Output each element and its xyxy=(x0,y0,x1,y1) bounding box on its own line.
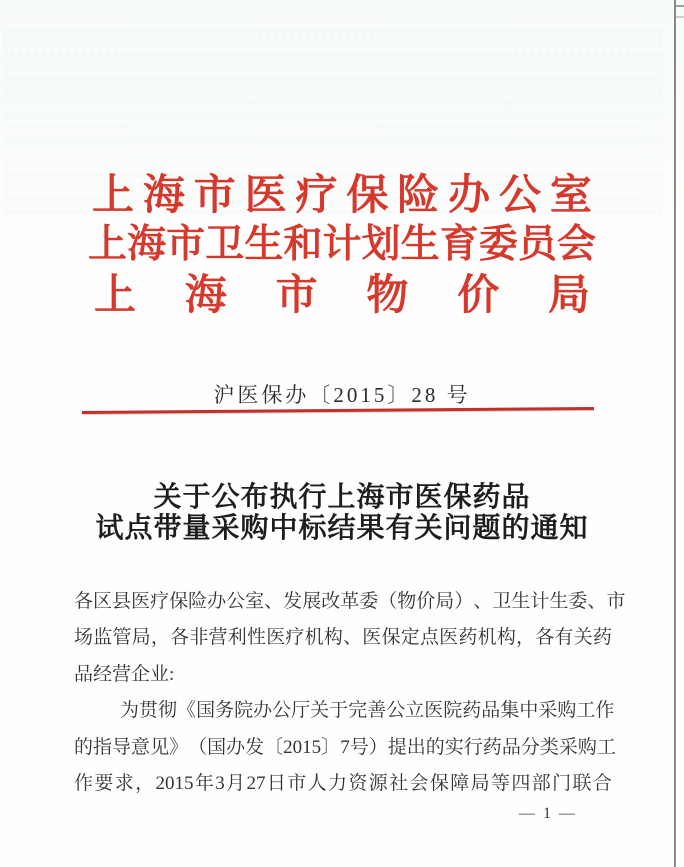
issuer-line-3: 上 海 市 物 价 局 xyxy=(94,273,590,319)
body-line-1: 各 区 县 医 疗 保 险 办 公 室 、 发 展 改 革 委 （ 物 价 局 ） 、 卫 生 计 生 委 、 市 xyxy=(74,591,626,612)
document-title-line-1: 关于公布执行上海市医保药品 xyxy=(153,482,531,513)
body-line-6: 作 要 求 ， 2015 年 3 月 27 日 市 人 力 资 源 社 会 保 障 局 等 四 部 门 联 合 xyxy=(74,772,612,794)
body-line-2: 场 监 管 局 ， 各 非 营 利 性 医 疗 机 构 、 医 保 定 点 医 药 机 构 ， 各 有 关 药 xyxy=(74,627,612,649)
issuer-line-1: 上 海 市 医 疗 保 险 办 公 室 xyxy=(92,173,592,219)
page-number: — 1 — xyxy=(519,805,577,822)
document-body xyxy=(74,586,626,804)
document-number: 沪医保办〔2015〕28 号 xyxy=(213,383,471,407)
scanner-edge-line xyxy=(674,0,676,867)
scanner-edge-tick xyxy=(676,5,684,7)
scanner-edge-tick xyxy=(676,16,684,18)
body-line-3: 品经营企业: xyxy=(74,663,175,685)
body-line-4: 为 贯 彻 《 国 务 院 办 公 厅 关 于 完 善 公 立 医 院 药 品 集 中 采 购 工 作 xyxy=(120,700,615,722)
document-title-line-2: 试点带量采购中标结果有关问题的通知 xyxy=(95,513,589,544)
body-line-5: 的 指 导 意 见 》 （ 国 办 发 〔 2015 〕 7 号 ） 提 出 的 实 行 药 品 分 类 采 购 工 xyxy=(74,736,616,758)
issuer-line-2: 上 海 市 卫 生 和 计 划 生 育 委 员 会 xyxy=(88,223,596,266)
document-title xyxy=(0,482,684,544)
